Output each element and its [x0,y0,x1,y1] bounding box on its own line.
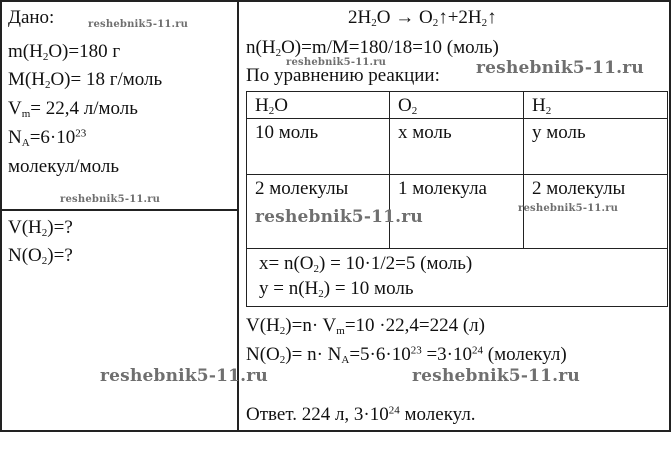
watermark: reshebnik5-11.ru [286,57,387,68]
given-avogadro-unit: молекул/моль [8,156,119,177]
given-mass: $m(H_2O)=180$ г [8,41,121,63]
given-heading: Дано: [8,7,55,28]
amount-water: $n(H_2O)=m/M=180/18=10$ (моль) [246,37,499,59]
cell-oxygen-molecules: 1 молекула [390,175,524,249]
find-volume: $V(H_2)=$? [8,217,73,239]
by-equation-label: По уравнению реакции: [246,65,440,86]
calc-cell [247,249,668,307]
cell-water-moles: 10 моль [247,119,390,175]
watermark: reshebnik5-11.ru [518,203,619,214]
table-calc-row [247,249,668,307]
table-row [247,119,668,175]
table-header-row [247,92,668,119]
cell-hydrogen-molecules: 2 молекулы [524,175,668,249]
cell-oxygen-moles: x моль [390,119,524,175]
given-avogadro: $N_A=6\cdot 10^{23}$ [8,127,87,149]
cell-hydrogen-moles: y моль [524,119,668,175]
volume-calc: $V(H_2)=n\cdot V_m=10 \cdot 22,4=224$ (л) [246,315,485,337]
answer: Ответ. 224 л, $3\cdot 10^{24}$ молекул. [246,404,476,425]
molecules-calc: $N(O_2)= n\cdot N_A=5\cdot 6\cdot 10^{23} =3\cdot 10^{24}$ (молекул) [246,344,567,366]
given-molar-mass: $M(H_2O)= 18$ г/моль [8,69,163,91]
header-water: $H_2O$ [247,92,390,119]
given-molar-volume: $V_m= 22,4$ л/моль [8,98,138,120]
frame-bottom [0,430,671,432]
reaction-equation: $2H_2O$ → $O_2↑+2H_2↑$ [348,7,497,29]
ratio-table [246,91,668,307]
header-hydrogen: $H_2$ [524,92,668,119]
watermark: reshebnik5-11.ru [88,19,189,30]
watermark: reshebnik5-11.ru [412,366,580,386]
calc-oxygen: $x= n(O_2) = 10\cdot 1/2=5$ (моль) [259,253,473,275]
given-find-divider [0,209,238,211]
watermark: reshebnik5-11.ru [100,366,268,386]
frame-left [0,0,2,432]
watermark: reshebnik5-11.ru [60,194,161,205]
header-oxygen: $O_2$ [390,92,524,119]
watermark: reshebnik5-11.ru [476,58,644,78]
cell-water-molecules: 2 молекулы [247,175,390,249]
watermark: reshebnik5-11.ru [255,207,423,227]
find-molecules: $N(O_2)=$? [8,245,73,267]
frame-top [0,0,671,2]
calc-hydrogen: $y = n(H_2) = 10$ моль [259,277,414,300]
